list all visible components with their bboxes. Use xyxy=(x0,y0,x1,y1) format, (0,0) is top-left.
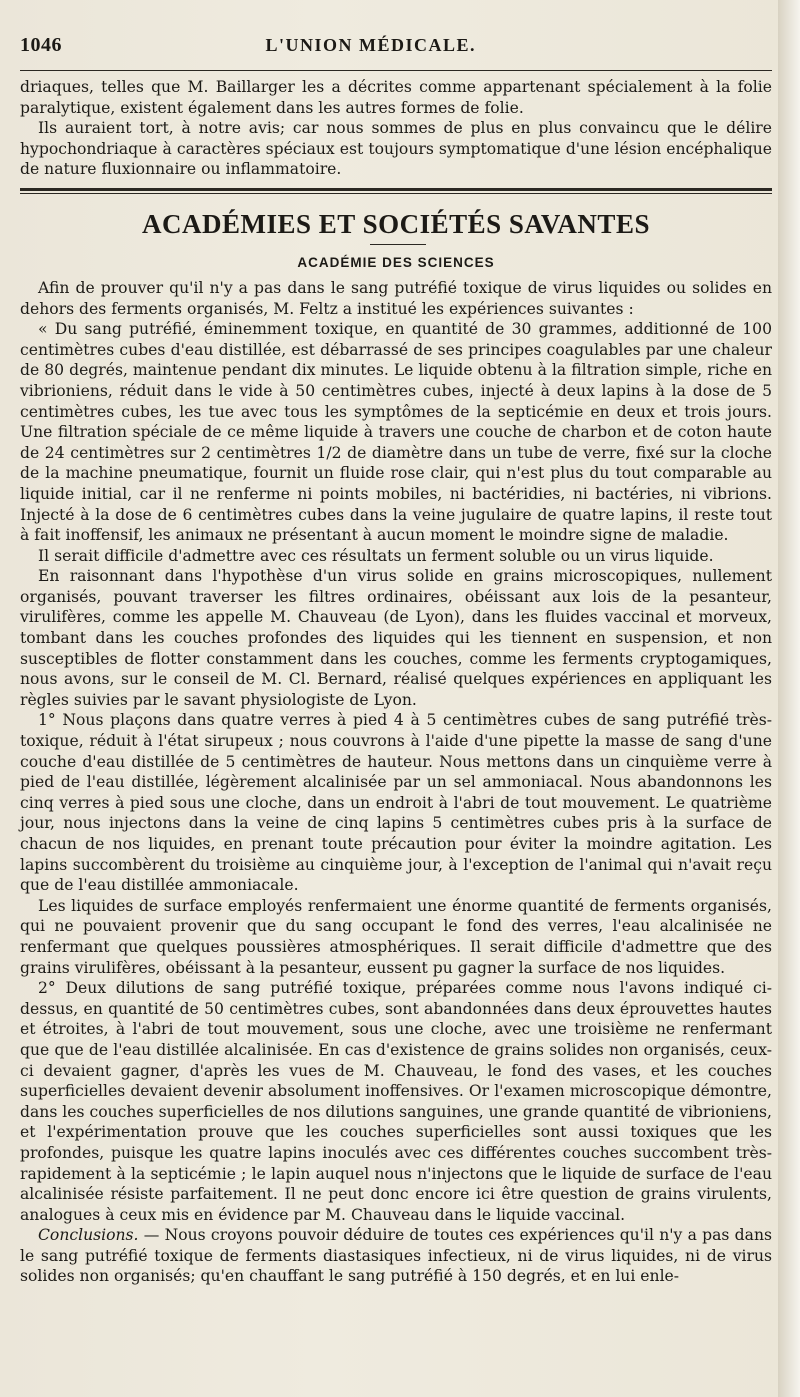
page-edge xyxy=(778,0,800,1397)
conclusion-text: — Nous croyons pouvoir déduire de toutes ces expériences qu'il n'y a pas dans le sang putréfié toxique de ferments diastasiques infectieux, ni de virus liquides, ni de virus solides non organisés; qu'en chauffant le sang putréfié à 150 degrés, et en lui enle- xyxy=(20,1226,772,1286)
paragraph: Les liquides de surface employés renfermaient une énorme quantité de ferments organisés, qui ne pouvaient provenir que du sang occupant le fond des verres, l'eau alcalinisée ne renfermant que quelques poussières atmosphériques. Il serait difficile d'admettre que des grains virulifères, obéissant à la pesanteur, eussent pu gagner la surface de nos liquides. xyxy=(20,896,772,977)
paragraph: 2° Deux dilutions de sang putréfié toxique, préparées comme nous l'avons indiqué ci-dessus, en quantité de 50 centimètres cubes, sont abandonnées dans deux éprouvettes hautes et étroites, à l'abri de tout mouvement, sous une cloche, avec une troisième ne renfermant que que de l'eau distillée alcalinisée. En cas d'existence de grains solides non organisés, ceux-ci devaient gagner, d'après les vues de M. Chauveau, le fond des vases, et les couches superficielles devaient devenir absolument inoffensives. Or l'examen microscopique démontre, dans les couches superficielles de nos dilutions sanguines, une grande quantité de vibrioniens, et l'expérimentation prouve que les couches superficielles sont aussi toxiques que les profondes, puisque les quatre lapins inoculés avec ces différentes couches succombent très-rapidement à la septicémie ; le lapin auquel nous n'injectons que le liquide de surface de l'eau alcalinisée résiste parfaitement. Il ne peut donc encore ici être question de grains virulents, analogues à ceux mis en évidence par M. Chauveau dans le liquide vaccinal. xyxy=(20,979,772,1224)
paragraph: driaques, telles que M. Baillarger les a décrites comme appartenant spécialement à la folie paralytique, existent également dans les autres formes de folie. xyxy=(20,78,772,117)
running-title: L'UNION MÉDICALE. xyxy=(265,35,476,55)
subsection-title: ACADÉMIE DES SCIENCES xyxy=(297,254,495,270)
paragraph: En raisonnant dans l'hypothèse d'un virus solide en grains microscopiques, nullement organisés, pouvant traverser les filtres ordinaires, obéissant aux lois de la pesanteur, virulifères, comme les appelle M. Chauveau (de Lyon), dans les fluides vaccinal et morveux, tombant dans les couches profondes des liquides qui les tiennent en suspension, et non susceptibles de flotter constamment dans les couches, comme les ferments cryptogamiques, nous avons, sur le conseil de M. Cl. Bernard, réalisé quelques expériences en appliquant les règles suivies par le savant physiologiste de Lyon. xyxy=(20,567,772,709)
page-header xyxy=(20,34,766,62)
body-text xyxy=(20,278,772,1287)
conclusion-paragraph xyxy=(20,1225,772,1287)
paragraph: Ils auraient tort, à notre avis; car nous sommes de plus en plus convaincu que le délire hypochondriaque à caractères spéciaux est toujours symptomatique d'une lésion encéphalique de nature fluxionnaire ou inflammatoire. xyxy=(20,119,772,179)
section-title: ACADÉMIES ET SOCIÉTÉS SAVANTES xyxy=(142,208,650,239)
header-rule xyxy=(20,70,772,71)
intro-text xyxy=(20,77,772,180)
paragraph: « Du sang putréfié, éminemment toxique, en quantité de 30 grammes, additionné de 100 centimètres cubes d'eau distillée, est débarrassé de ses principes coagulables par une chaleur de 80 degrés, maintenue pendant dix minutes. Le liquide obtenu à la filtration simple, riche en vibrioniens, réduit dans le vide à 50 centimètres cubes, injecté à deux lapins à la dose de 5 centimètres cubes, les tue avec tous les symptômes de la septicémie en deux et trois jours. Une filtration spéciale de ce même liquide à travers une couche de charbon et de coton haute de 24 centimètres sur 2 centimètres 1/2 de diamètre dans un tube de verre, fixé sur la cloche de la machine pneumatique, fournit un fluide rose clair, qui n'est plus du tout comparable au liquide initial, car il ne renferme ni points mobiles, ni bactéridies, ni bactéries, ni vibrions. Injecté à la dose de 6 centimètres cubes dans la veine jugulaire de quatre lapins, il reste tout à fait inoffensif, les animaux ne présentant à aucun moment le moindre signe de maladie. xyxy=(20,320,772,545)
paragraph: Afin de prouver qu'il n'y a pas dans le sang putréfié toxique de virus liquides ou solides en dehors des ferments organisés, M. Feltz a institué les expériences suivantes : xyxy=(20,278,772,318)
title-underline xyxy=(370,244,426,245)
paragraph: Il serait difficile d'admettre avec ces résultats un ferment soluble ou un virus liquide. xyxy=(38,546,714,565)
page-number: 1046 xyxy=(20,34,62,56)
paragraph: 1° Nous plaçons dans quatre verres à pied 4 à 5 centimètres cubes de sang putréfié très-toxique, réduit à l'état sirupeux ; nous couvrons à l'aide d'une pipette la masse de sang d'une couche d'eau distillée de 5 centimètres de hauteur. Nous mettons dans un cinquième verre à pied de l'eau distillée, légèrement alcalinisée par un sel ammoniacal. Nous abandonnons les cinq verres à pied sous une cloche, dans un endroit à l'abri de tout mouvement. Le quatrième jour, nous injectons dans la veine de cinq lapins 5 centimètres cubes pris à la surface de chacun de nos liquides, en prenant toute précaution pour éviter la moindre agitation. Les lapins succombèrent du troisième au cinquième jour, à l'exception de l'animal qui n'avait reçu que de l'eau distillée ammoniacale. xyxy=(20,711,772,895)
conclusion-label: Conclusions. xyxy=(38,1226,139,1245)
section-rule xyxy=(20,188,772,194)
